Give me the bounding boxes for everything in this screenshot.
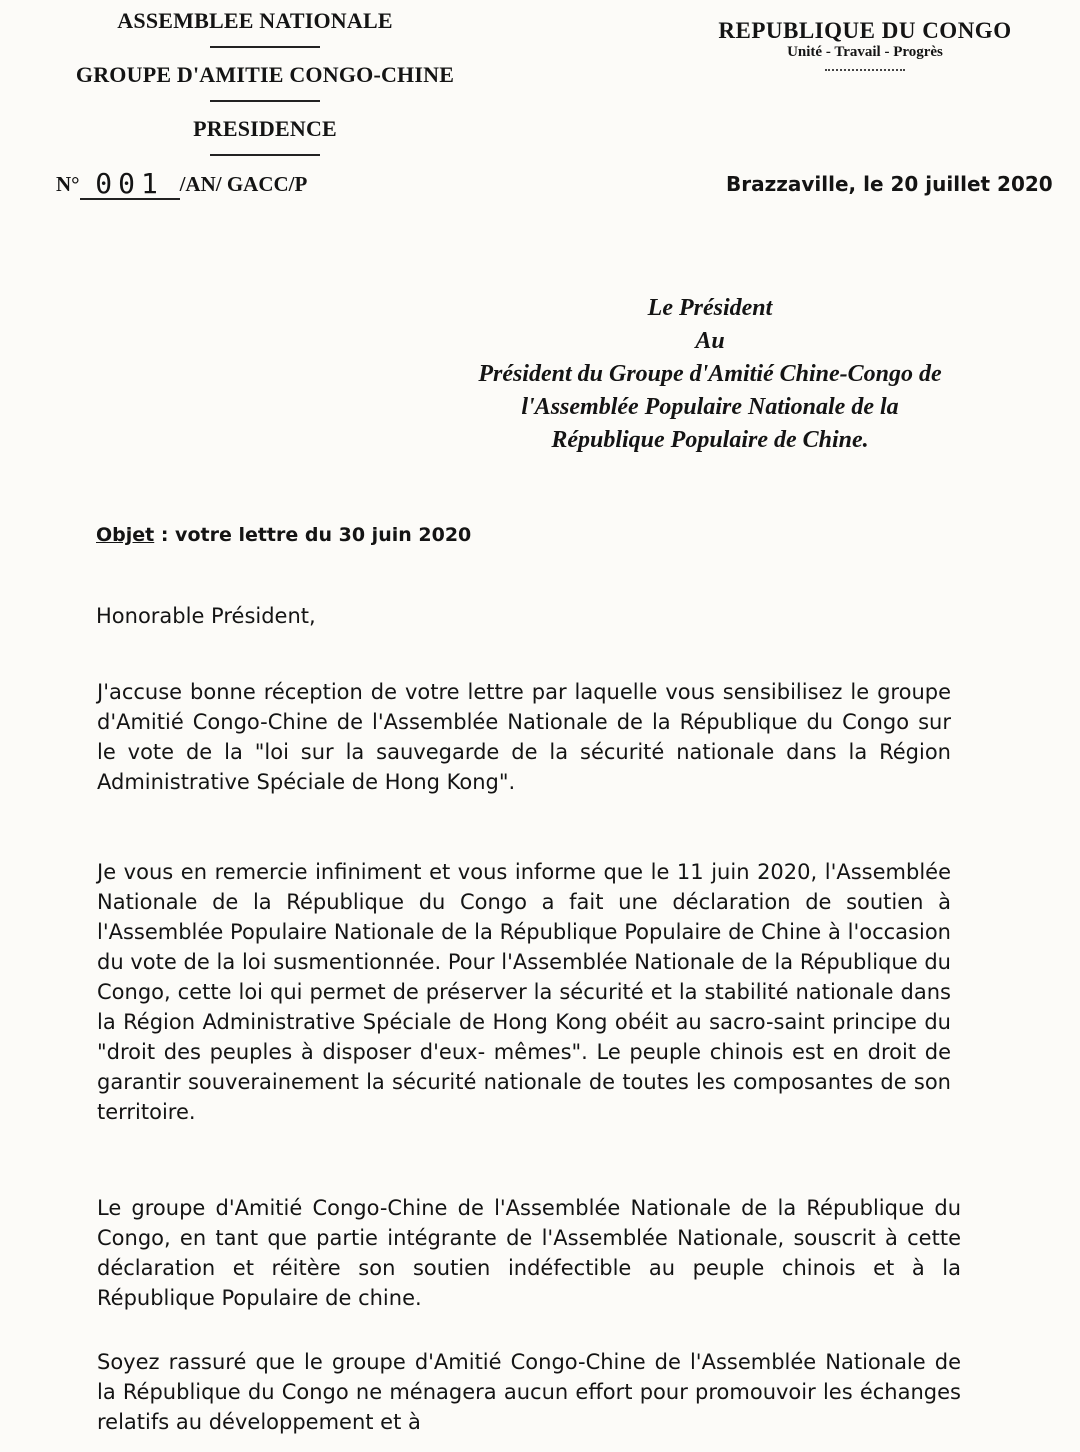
subject-label: Objet: [96, 524, 155, 546]
letterhead-right: [700, 18, 1030, 71]
national-motto: Unité - Travail - Progrès: [787, 44, 943, 60]
header-divider: [210, 100, 320, 102]
motto-divider: [825, 69, 905, 71]
assembly-name: ASSEMBLEE NATIONALE: [117, 8, 393, 33]
reference-value: 001: [80, 170, 180, 200]
republic-name: REPUBLIQUE DU CONGO: [718, 18, 1012, 43]
body-paragraph: Je vous en remercie infiniment et vous informe que le 11 juin 2020, l'Assemblée Nationale de la République du Congo a fait une déclaration de soutien à l'Assemblée Populaire Nationale de la République Populaire de Chine à l'occasion du vote de la loi susmentionnée. Pour l'Assemblée Nationale de la République du Congo, cette loi qui permet de préserver la sécurité et la stabilité nationale dans la Région Administrative Spéciale de Hong Kong obéit au sacro-saint principe du "droit des peuples à disposer d'eux- mêmes". Le peuple chinois est en droit de garantir souverainement la sécurité nationale de toutes les composantes de son territoire.: [97, 860, 951, 1124]
body-paragraph: Soyez rassuré que le groupe d'Amitié Congo-Chine de l'Assemblée Nationale de la République du Congo ne ménagera aucun effort pour promouvoir les échanges relatifs au développement et à: [97, 1350, 961, 1434]
header-divider: [210, 46, 320, 48]
office-name: PRESIDENCE: [193, 116, 337, 141]
reference-prefix: N°: [56, 172, 80, 196]
body-paragraph: Le groupe d'Amitié Congo-Chine de l'Assemblée Nationale de la République du Congo, en tant que partie intégrante de l'Assemblée Nationale, souscrit à cette déclaration et réitère son soutien indéfectible au peuple chinois et à la République Populaire de chine.: [97, 1196, 961, 1310]
date-line: Brazzaville, le 20 juillet 2020: [726, 172, 1053, 196]
addressee-from: Le Président: [647, 295, 773, 321]
group-name: GROUPE D'AMITIE CONGO-CHINE: [75, 62, 455, 87]
subject-line: [96, 524, 471, 546]
header-divider: [210, 154, 320, 156]
addressee-block: [440, 292, 980, 457]
subject-text: : votre lettre du 30 juin 2020: [154, 524, 472, 546]
salutation: Honorable Président,: [96, 604, 316, 628]
addressee-line-3: République Populaire de Chine.: [551, 427, 869, 453]
addressee-line-2: l'Assemblée Populaire Nationale de la: [521, 394, 899, 420]
reference-number: [56, 168, 307, 198]
body-paragraph: J'accuse bonne réception de votre lettre par laquelle vous sensibilisez le groupe d'Amitié Congo-Chine de l'Assemblée Nationale de la République du Congo sur le vote de la "loi sur la sauvegarde de la sécurité nationale dans la Région Administrative Spéciale de Hong Kong".: [97, 680, 951, 794]
addressee-line-1: Président du Groupe d'Amitié Chine-Congo de: [478, 361, 942, 387]
letterhead-left: [50, 8, 480, 170]
addressee-to: Au: [695, 328, 725, 354]
reference-suffix: /AN/ GACC/P: [179, 172, 308, 196]
